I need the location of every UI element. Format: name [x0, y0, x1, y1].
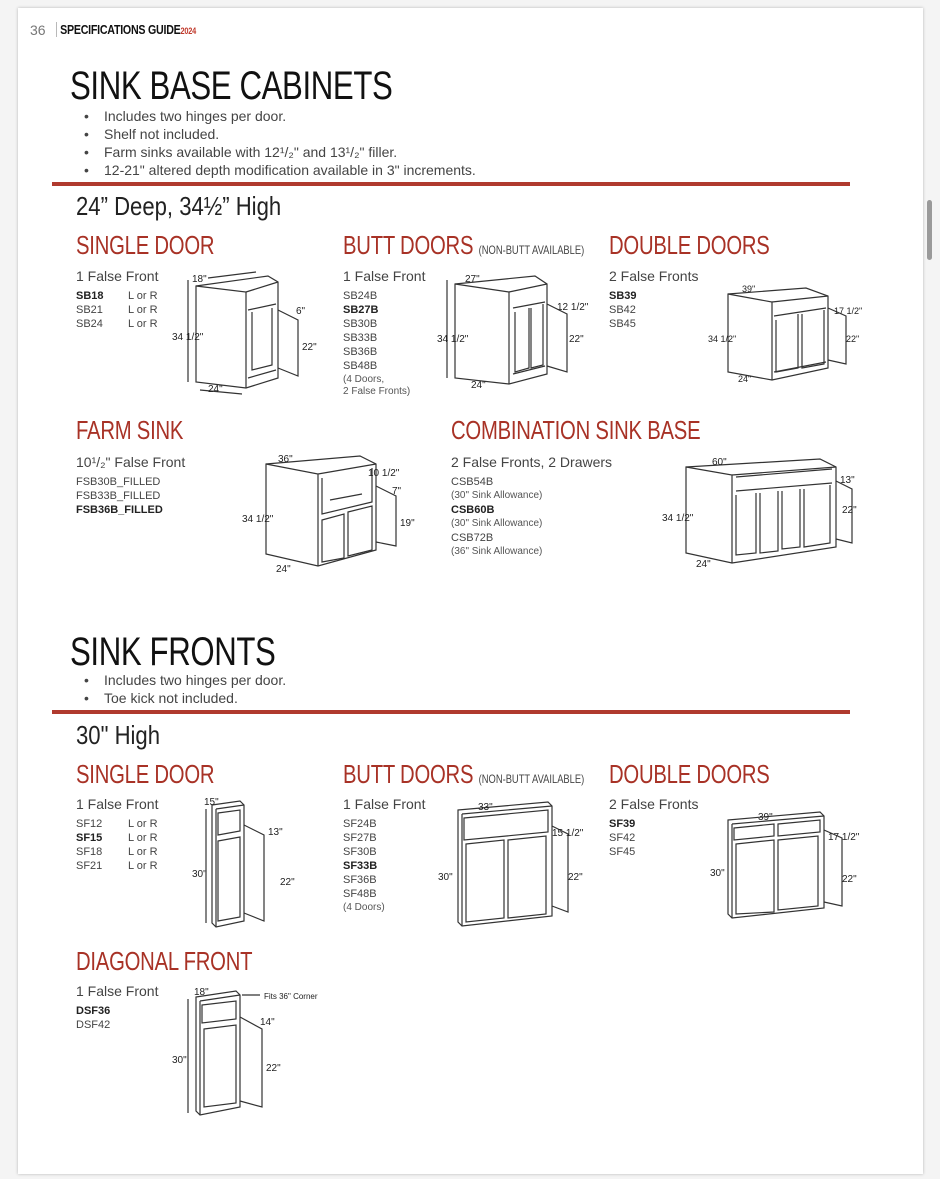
dim-door: 15 1/2" — [552, 828, 584, 839]
butt-doors-cabinet-drawing — [435, 270, 595, 395]
code: SB30B — [343, 318, 378, 330]
dim-door: 13" — [840, 475, 855, 486]
code: DSF36 — [76, 1005, 111, 1017]
false-front-label: 1 False Front — [343, 268, 426, 284]
false-front-label: 2 False Fronts — [609, 268, 699, 284]
false-front-label: 10¹/₂" False Front — [76, 454, 186, 470]
dim-side: 19" — [400, 518, 415, 529]
code-note: (4 Doors, — [343, 374, 385, 385]
code-list — [76, 289, 104, 331]
code: CSB60B — [451, 504, 495, 516]
dim-width: 18" — [192, 274, 207, 285]
category-double-doors: DOUBLE DOORS — [609, 759, 770, 789]
code-note: 2 False Fronts) — [343, 386, 411, 397]
dim-side: 22" — [266, 1063, 281, 1074]
dim-width: 15" — [204, 797, 219, 808]
bullet: • Includes two hinges per door. — [76, 671, 286, 689]
code-note: (4 Doors) — [343, 902, 385, 913]
dim-door: 10 1/2" — [368, 468, 400, 479]
code: FSB36B_FILLED — [76, 504, 163, 516]
false-front-label: 1 False Front — [76, 983, 159, 999]
category-butt-doors — [343, 759, 584, 790]
code-list — [451, 475, 542, 559]
allowance: (36" Sink Allowance) — [451, 546, 543, 557]
hinge-option: L or R — [128, 290, 158, 302]
code-list — [343, 817, 385, 915]
code: FSB33B_FILLED — [76, 490, 161, 502]
dim-side: 22" — [842, 505, 857, 516]
butt-doors-note: (NON-BUTT AVAILABLE) — [478, 243, 585, 257]
code-list — [76, 475, 163, 517]
sink-fronts-bullets — [76, 671, 286, 707]
dim-width: 18" — [194, 987, 209, 998]
code: SF42 — [609, 832, 636, 844]
combination-sink-cabinet-drawing — [660, 455, 865, 573]
dim-width: 33" — [478, 802, 493, 813]
code: CSB72B — [451, 532, 494, 544]
code: FSB30B_FILLED — [76, 476, 161, 488]
code: SB45 — [609, 318, 636, 330]
bullet: • Shelf not included. — [76, 125, 476, 143]
dim-door: 14" — [260, 1017, 275, 1028]
dim-height: 34 1/2" — [172, 332, 204, 343]
allowance: (30" Sink Allowance) — [451, 490, 543, 501]
butt-doors-note: (NON-BUTT AVAILABLE) — [478, 772, 585, 786]
section-divider — [52, 710, 850, 714]
dim-height: 30" — [438, 872, 453, 883]
category-double-doors: DOUBLE DOORS — [609, 230, 770, 260]
dim-depth: 24" — [696, 559, 711, 570]
code: SF15 — [76, 832, 103, 844]
fits-corner-note: Fits 36" Corner — [264, 992, 318, 1001]
dim-depth: 24" — [208, 384, 223, 395]
section-divider — [52, 182, 850, 186]
hinge-option: L or R — [128, 818, 158, 830]
category-diagonal-front: DIAGONAL FRONT — [76, 946, 253, 976]
dim-width: 39" — [758, 812, 773, 823]
butt-doors-title: BUTT DOORS — [343, 230, 474, 260]
guide-year: 2024 — [180, 26, 196, 36]
section-title-sink-base: SINK BASE CABINETS — [70, 64, 393, 108]
allowance: (30" Sink Allowance) — [451, 518, 543, 529]
dim-height: 30" — [710, 868, 725, 879]
code: SB24 — [76, 318, 103, 330]
dim-side: 22" — [280, 877, 295, 888]
hinge-list — [128, 817, 158, 873]
category-combination-sink-base: COMBINATION SINK BASE — [451, 415, 701, 445]
false-front-label: 2 False Fronts — [609, 796, 699, 812]
dim-depth: 24" — [276, 564, 291, 575]
false-front-label: 1 False Front — [76, 796, 159, 812]
code: SB39 — [609, 290, 637, 302]
scrollbar[interactable] — [927, 200, 932, 260]
dim-height: 34 1/2" — [437, 334, 469, 345]
dim-side: 22" — [568, 872, 583, 883]
false-front-label: 2 False Fronts, 2 Drawers — [451, 454, 613, 470]
code: SF18 — [76, 846, 103, 858]
code: SF12 — [76, 818, 103, 830]
sf-double-doors-drawing — [708, 808, 868, 923]
dim-door: 13" — [268, 827, 283, 838]
dim-side: 22" — [842, 874, 857, 885]
guide-label — [56, 22, 196, 37]
bullet: • Toe kick not included. — [76, 689, 286, 707]
dim-height: 30" — [192, 869, 207, 880]
code: SF24B — [343, 818, 377, 830]
code: SF48B — [343, 888, 377, 900]
hinge-option: L or R — [128, 860, 158, 872]
code-list — [609, 817, 635, 859]
sf-butt-doors-drawing — [436, 798, 596, 933]
category-farm-sink: FARM SINK — [76, 415, 184, 445]
sink-base-subheading: 24” Deep, 34½” High — [76, 191, 282, 221]
hinge-list — [128, 289, 158, 331]
code-list — [76, 817, 102, 873]
single-door-cabinet-drawing — [168, 270, 328, 400]
butt-doors-title: BUTT DOORS — [343, 759, 474, 789]
dim-door: 6" — [296, 306, 306, 317]
code: SF36B — [343, 874, 377, 886]
diagonal-front-drawing — [168, 983, 328, 1123]
section-title-sink-fronts: SINK FRONTS — [70, 630, 276, 674]
dim-width: 39" — [742, 284, 756, 294]
dim-door: 17 1/2" — [828, 832, 860, 843]
code: SB18 — [76, 290, 104, 302]
bullet: • Farm sinks available with 12¹/₂" and 13¹/₂" filler. — [76, 143, 476, 161]
hinge-option: L or R — [128, 832, 158, 844]
false-front-label: 1 False Front — [343, 796, 426, 812]
code: SF21 — [76, 860, 103, 872]
code: SB27B — [343, 304, 379, 316]
dim-small: 7" — [392, 486, 402, 497]
code: SB36B — [343, 346, 378, 358]
code: CSB54B — [451, 476, 494, 488]
page-number: 36 — [30, 22, 46, 38]
bullet: • Includes two hinges per door. — [76, 107, 476, 125]
dim-width: 36" — [278, 454, 293, 465]
code: SF27B — [343, 832, 377, 844]
code: SB42 — [609, 304, 636, 316]
code: SB24B — [343, 290, 378, 302]
code: DSF42 — [76, 1019, 111, 1031]
dim-height: 34 1/2" — [708, 334, 737, 344]
code: SF30B — [343, 846, 377, 858]
hinge-option: L or R — [128, 318, 158, 330]
guide-title: SPECIFICATIONS GUIDE — [60, 22, 181, 37]
code-list — [343, 289, 410, 399]
dim-height: 34 1/2" — [662, 513, 694, 524]
dim-side: 22" — [569, 334, 584, 345]
dim-width: 60" — [712, 457, 727, 468]
dim-door: 17 1/2" — [834, 306, 863, 316]
dim-side: 22" — [846, 334, 860, 344]
dim-width: 27" — [465, 274, 480, 285]
hinge-option: L or R — [128, 846, 158, 858]
code: SB48B — [343, 360, 378, 372]
code-list — [609, 289, 637, 331]
dim-side: 22" — [302, 342, 317, 353]
code: SB21 — [76, 304, 103, 316]
bullet: • 12-21" altered depth modification available in 3" increments. — [76, 161, 476, 179]
code: SF33B — [343, 860, 378, 872]
dim-door: 12 1/2" — [557, 302, 589, 313]
category-single-door: SINGLE DOOR — [76, 759, 215, 789]
category-single-door: SINGLE DOOR — [76, 230, 215, 260]
dim-depth: 24" — [471, 380, 486, 391]
sink-fronts-subheading: 30" High — [76, 720, 161, 750]
code: SF39 — [609, 818, 636, 830]
farm-sink-cabinet-drawing — [240, 450, 420, 575]
code: SB33B — [343, 332, 378, 344]
double-doors-cabinet-drawing — [706, 280, 866, 390]
code-list — [76, 1004, 110, 1032]
sf-single-door-drawing — [188, 795, 308, 935]
category-butt-doors — [343, 230, 584, 261]
false-front-label: 1 False Front — [76, 268, 159, 284]
hinge-option: L or R — [128, 304, 158, 316]
code: SF45 — [609, 846, 636, 858]
sink-base-bullets — [76, 107, 476, 179]
dim-height: 30" — [172, 1055, 187, 1066]
dim-depth: 24" — [738, 374, 752, 384]
dim-height: 34 1/2" — [242, 514, 274, 525]
